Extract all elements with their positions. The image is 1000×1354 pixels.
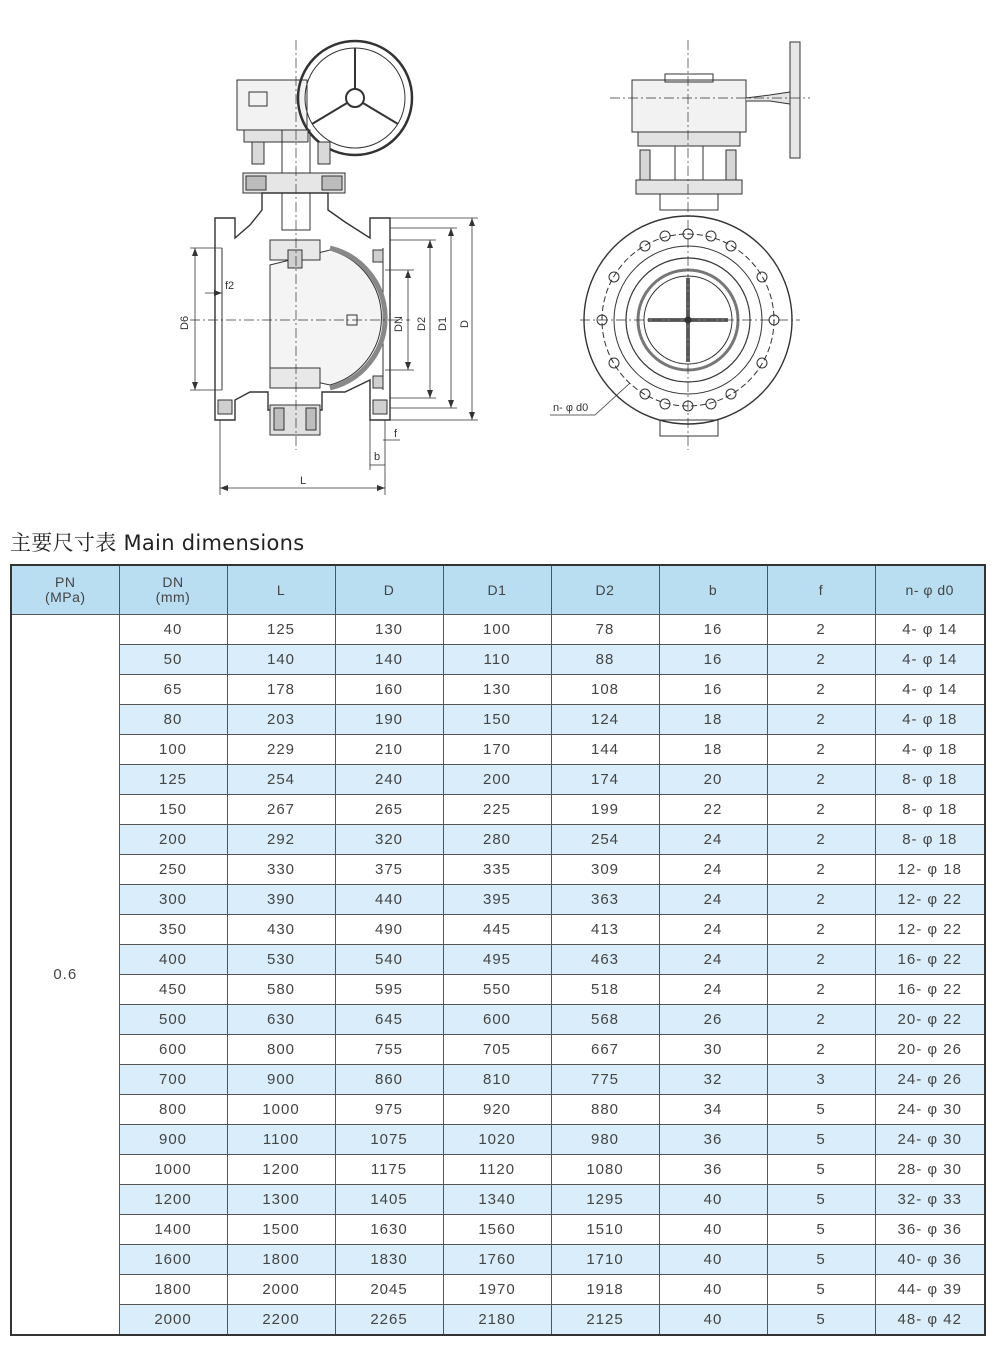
table-cell: 2200: [227, 1305, 335, 1336]
table-row: [11, 1035, 985, 1065]
table-cell: 1560: [443, 1215, 551, 1245]
table-cell: 5: [767, 1095, 875, 1125]
table-cell: 36: [659, 1155, 767, 1185]
table-cell: 445: [443, 915, 551, 945]
table-cell: 500: [119, 1005, 227, 1035]
table-cell: 775: [551, 1065, 659, 1095]
table-row: [11, 975, 985, 1005]
table-cell: 200: [443, 765, 551, 795]
table-cell: 88: [551, 645, 659, 675]
table-cell: 200: [119, 825, 227, 855]
table-cell: 5: [767, 1275, 875, 1305]
table-cell: 1800: [119, 1275, 227, 1305]
table-cell: 4- φ 14: [875, 615, 985, 645]
table-cell: 2: [767, 735, 875, 765]
table-cell: 430: [227, 915, 335, 945]
table-row: [11, 1155, 985, 1185]
table-cell: 5: [767, 1245, 875, 1275]
table-cell: 18: [659, 705, 767, 735]
table-cell: 16: [659, 675, 767, 705]
table-cell: 8- φ 18: [875, 795, 985, 825]
table-cell: 395: [443, 885, 551, 915]
table-cell: 2: [767, 1035, 875, 1065]
table-cell: 2265: [335, 1305, 443, 1336]
table-cell: 630: [227, 1005, 335, 1035]
table-cell: 5: [767, 1185, 875, 1215]
table-cell: 1500: [227, 1215, 335, 1245]
table-cell: 100: [119, 735, 227, 765]
table-row: [11, 1095, 985, 1125]
table-cell: 1630: [335, 1215, 443, 1245]
table-cell: 80: [119, 705, 227, 735]
table-cell: 1075: [335, 1125, 443, 1155]
table-cell: 265: [335, 795, 443, 825]
table-cell: 4- φ 14: [875, 645, 985, 675]
table-cell: 36: [659, 1125, 767, 1155]
table-cell: 330: [227, 855, 335, 885]
table-cell: 440: [335, 885, 443, 915]
table-cell: 390: [227, 885, 335, 915]
table-cell: 1080: [551, 1155, 659, 1185]
table-cell: 160: [335, 675, 443, 705]
table-cell: 174: [551, 765, 659, 795]
table-row: [11, 675, 985, 705]
table-cell: 450: [119, 975, 227, 1005]
table-cell: 150: [443, 705, 551, 735]
table-cell: 2: [767, 825, 875, 855]
table-cell: 463: [551, 945, 659, 975]
table-cell: 1970: [443, 1275, 551, 1305]
table-cell: 30: [659, 1035, 767, 1065]
table-cell: 24: [659, 825, 767, 855]
table-cell: 518: [551, 975, 659, 1005]
table-cell: 254: [551, 825, 659, 855]
table-cell: 250: [119, 855, 227, 885]
table-cell: 78: [551, 615, 659, 645]
table-cell: 12- φ 22: [875, 885, 985, 915]
table-cell: 700: [119, 1065, 227, 1095]
table-cell: 900: [227, 1065, 335, 1095]
table-cell: 5: [767, 1305, 875, 1336]
table-cell: 254: [227, 765, 335, 795]
column-header-label: n- φ d0: [905, 581, 954, 598]
table-cell: 5: [767, 1155, 875, 1185]
table-cell: 490: [335, 915, 443, 945]
table-cell: 40: [119, 615, 227, 645]
column-header-label: D: [383, 581, 395, 598]
table-row: [11, 735, 985, 765]
table-cell: 110: [443, 645, 551, 675]
table-cell: 16: [659, 615, 767, 645]
table-cell: 900: [119, 1125, 227, 1155]
table-cell: 4- φ 18: [875, 705, 985, 735]
table-cell: 12- φ 18: [875, 855, 985, 885]
table-cell: 1020: [443, 1125, 551, 1155]
table-cell: 1710: [551, 1245, 659, 1275]
table-row: [11, 885, 985, 915]
table-cell: 22: [659, 795, 767, 825]
table-cell: 320: [335, 825, 443, 855]
main-dimensions-table: [10, 564, 986, 1336]
column-header: [335, 565, 443, 615]
table-cell: 240: [335, 765, 443, 795]
table-row: [11, 1185, 985, 1215]
table-cell: 800: [119, 1095, 227, 1125]
table-cell: 1200: [119, 1185, 227, 1215]
table-cell: 20- φ 26: [875, 1035, 985, 1065]
table-row: [11, 1275, 985, 1305]
table-cell: 36- φ 36: [875, 1215, 985, 1245]
table-cell: 350: [119, 915, 227, 945]
table-cell: 32- φ 33: [875, 1185, 985, 1215]
table-cell: 40: [659, 1245, 767, 1275]
column-header-label: D1: [487, 581, 507, 598]
table-cell: 568: [551, 1005, 659, 1035]
table-cell: 18: [659, 735, 767, 765]
table-cell: 1760: [443, 1245, 551, 1275]
valve-technical-drawing: [0, 0, 1000, 520]
table-cell: 125: [227, 615, 335, 645]
column-header-unit: (mm): [155, 589, 191, 605]
table-cell: 125: [119, 765, 227, 795]
table-cell: 755: [335, 1035, 443, 1065]
column-header-label: f: [818, 581, 824, 598]
table-cell: 600: [119, 1035, 227, 1065]
column-header: [227, 565, 335, 615]
table-cell: 16: [659, 645, 767, 675]
table-cell: 40: [659, 1275, 767, 1305]
table-cell: 413: [551, 915, 659, 945]
label-d: D: [459, 320, 471, 328]
label-d6: D6: [179, 315, 191, 330]
table-cell: 24: [659, 885, 767, 915]
table-cell: 40: [659, 1305, 767, 1336]
table-cell: 65: [119, 675, 227, 705]
table-cell: 24: [659, 855, 767, 885]
label-f2: f2: [225, 280, 235, 292]
column-header: [551, 565, 659, 615]
table-cell: 199: [551, 795, 659, 825]
table-row: [11, 765, 985, 795]
table-cell: 1300: [227, 1185, 335, 1215]
table-cell: 1120: [443, 1155, 551, 1185]
table-row: [11, 945, 985, 975]
table-cell: 2: [767, 645, 875, 675]
label-d1: D1: [437, 316, 449, 331]
table-cell: 24: [659, 915, 767, 945]
table-cell: 130: [443, 675, 551, 705]
table-cell: 130: [335, 615, 443, 645]
section-view: [190, 40, 478, 495]
table-cell: 2: [767, 975, 875, 1005]
table-cell: 16- φ 22: [875, 945, 985, 975]
table-cell: 32: [659, 1065, 767, 1095]
table-cell: 108: [551, 675, 659, 705]
table-cell: 292: [227, 825, 335, 855]
table-cell: 1200: [227, 1155, 335, 1185]
column-header-label: PN: [55, 574, 76, 590]
table-cell: 225: [443, 795, 551, 825]
table-cell: 2: [767, 675, 875, 705]
table-cell: 530: [227, 945, 335, 975]
table-cell: 50: [119, 645, 227, 675]
table-cell: 800: [227, 1035, 335, 1065]
table-cell: 2: [767, 885, 875, 915]
table-cell: 48- φ 42: [875, 1305, 985, 1336]
table-cell: 4- φ 18: [875, 735, 985, 765]
table-cell: 20: [659, 765, 767, 795]
table-cell: 100: [443, 615, 551, 645]
table-cell: 540: [335, 945, 443, 975]
table-cell: 124: [551, 705, 659, 735]
table-cell: 1000: [227, 1095, 335, 1125]
label-l: L: [300, 475, 307, 487]
table-cell: 280: [443, 825, 551, 855]
table-cell: 1340: [443, 1185, 551, 1215]
table-cell: 3: [767, 1065, 875, 1095]
table-header-row: [11, 565, 985, 615]
table-cell: 20- φ 22: [875, 1005, 985, 1035]
table-cell: 1175: [335, 1155, 443, 1185]
table-cell: 1295: [551, 1185, 659, 1215]
table-cell: 24: [659, 975, 767, 1005]
table-row: [11, 615, 985, 645]
table-cell: 8- φ 18: [875, 825, 985, 855]
table-cell: 335: [443, 855, 551, 885]
table-cell: 1510: [551, 1215, 659, 1245]
table-cell: 178: [227, 675, 335, 705]
table-cell: 40: [659, 1215, 767, 1245]
table-cell: 975: [335, 1095, 443, 1125]
table-cell: 144: [551, 735, 659, 765]
table-cell: 400: [119, 945, 227, 975]
column-header-label: D2: [595, 581, 615, 598]
table-cell: 12- φ 22: [875, 915, 985, 945]
table-cell: 229: [227, 735, 335, 765]
column-header: [119, 565, 227, 615]
table-cell: 190: [335, 705, 443, 735]
table-cell: 140: [335, 645, 443, 675]
table-row: [11, 1065, 985, 1095]
table-cell: 980: [551, 1125, 659, 1155]
column-header: [767, 565, 875, 615]
table-cell: 810: [443, 1065, 551, 1095]
table-cell: 2: [767, 915, 875, 945]
table-cell: 2000: [119, 1305, 227, 1336]
table-cell: 1400: [119, 1215, 227, 1245]
table-cell: 24- φ 30: [875, 1125, 985, 1155]
table-row: [11, 1005, 985, 1035]
table-cell: 2000: [227, 1275, 335, 1305]
table-row: [11, 855, 985, 885]
table-cell: 580: [227, 975, 335, 1005]
label-d2: D2: [416, 316, 428, 331]
column-header-label: L: [276, 581, 286, 598]
table-cell: 8- φ 18: [875, 765, 985, 795]
table-cell: 40- φ 36: [875, 1245, 985, 1275]
label-f: f: [394, 428, 398, 440]
end-view: [550, 40, 810, 450]
table-row: [11, 915, 985, 945]
table-cell: 210: [335, 735, 443, 765]
table-cell: 1830: [335, 1245, 443, 1275]
table-cell: 363: [551, 885, 659, 915]
table-cell: 920: [443, 1095, 551, 1125]
table-cell: 2: [767, 615, 875, 645]
column-header: [875, 565, 985, 615]
table-cell: 1600: [119, 1245, 227, 1275]
table-cell: 300: [119, 885, 227, 915]
table-cell: 28- φ 30: [875, 1155, 985, 1185]
table-cell: 2125: [551, 1305, 659, 1336]
table-cell: 645: [335, 1005, 443, 1035]
table-cell: 140: [227, 645, 335, 675]
label-b: b: [374, 451, 381, 463]
column-header-unit: (MPa): [44, 589, 86, 605]
table-cell: 5: [767, 1215, 875, 1245]
table-cell: 1918: [551, 1275, 659, 1305]
table-row: [11, 825, 985, 855]
table-cell: 1100: [227, 1125, 335, 1155]
column-header-label: DN: [162, 574, 184, 590]
table-cell: 1800: [227, 1245, 335, 1275]
table-row: [11, 645, 985, 675]
label-dn: DN: [393, 316, 405, 332]
pn-cell: 0.6: [11, 615, 119, 1336]
table-row: [11, 705, 985, 735]
table-cell: 2: [767, 705, 875, 735]
table-cell: 267: [227, 795, 335, 825]
table-cell: 595: [335, 975, 443, 1005]
table-cell: 2045: [335, 1275, 443, 1305]
table-cell: 40: [659, 1185, 767, 1215]
table-cell: 24- φ 30: [875, 1095, 985, 1125]
table-row: [11, 1125, 985, 1155]
table-cell: 2: [767, 765, 875, 795]
table-cell: 2180: [443, 1305, 551, 1336]
table-cell: 2: [767, 855, 875, 885]
table-cell: 880: [551, 1095, 659, 1125]
table-heading: 主要尺寸表 Main dimensions: [10, 531, 305, 555]
table-cell: 24: [659, 945, 767, 975]
table-cell: 600: [443, 1005, 551, 1035]
table-cell: 1405: [335, 1185, 443, 1215]
label-bolt-holes: n- φ d0: [553, 402, 589, 414]
column-header: [659, 565, 767, 615]
table-cell: 203: [227, 705, 335, 735]
table-cell: 495: [443, 945, 551, 975]
table-cell: 170: [443, 735, 551, 765]
table-row: [11, 1215, 985, 1245]
table-cell: 705: [443, 1035, 551, 1065]
table-cell: 550: [443, 975, 551, 1005]
column-header: [443, 565, 551, 615]
table-cell: 1000: [119, 1155, 227, 1185]
table-cell: 309: [551, 855, 659, 885]
column-header: [11, 565, 119, 615]
table-cell: 5: [767, 1125, 875, 1155]
table-cell: 2: [767, 795, 875, 825]
table-cell: 26: [659, 1005, 767, 1035]
column-header-label: b: [708, 581, 718, 598]
table-cell: 2: [767, 1005, 875, 1035]
table-cell: 860: [335, 1065, 443, 1095]
table-cell: 667: [551, 1035, 659, 1065]
table-cell: 4- φ 14: [875, 675, 985, 705]
table-cell: 34: [659, 1095, 767, 1125]
table-cell: 2: [767, 945, 875, 975]
table-row: [11, 1305, 985, 1336]
table-cell: 16- φ 22: [875, 975, 985, 1005]
table-cell: 150: [119, 795, 227, 825]
table-cell: 44- φ 39: [875, 1275, 985, 1305]
table-cell: 24- φ 26: [875, 1065, 985, 1095]
table-row: [11, 795, 985, 825]
table-cell: 375: [335, 855, 443, 885]
table-row: [11, 1245, 985, 1275]
